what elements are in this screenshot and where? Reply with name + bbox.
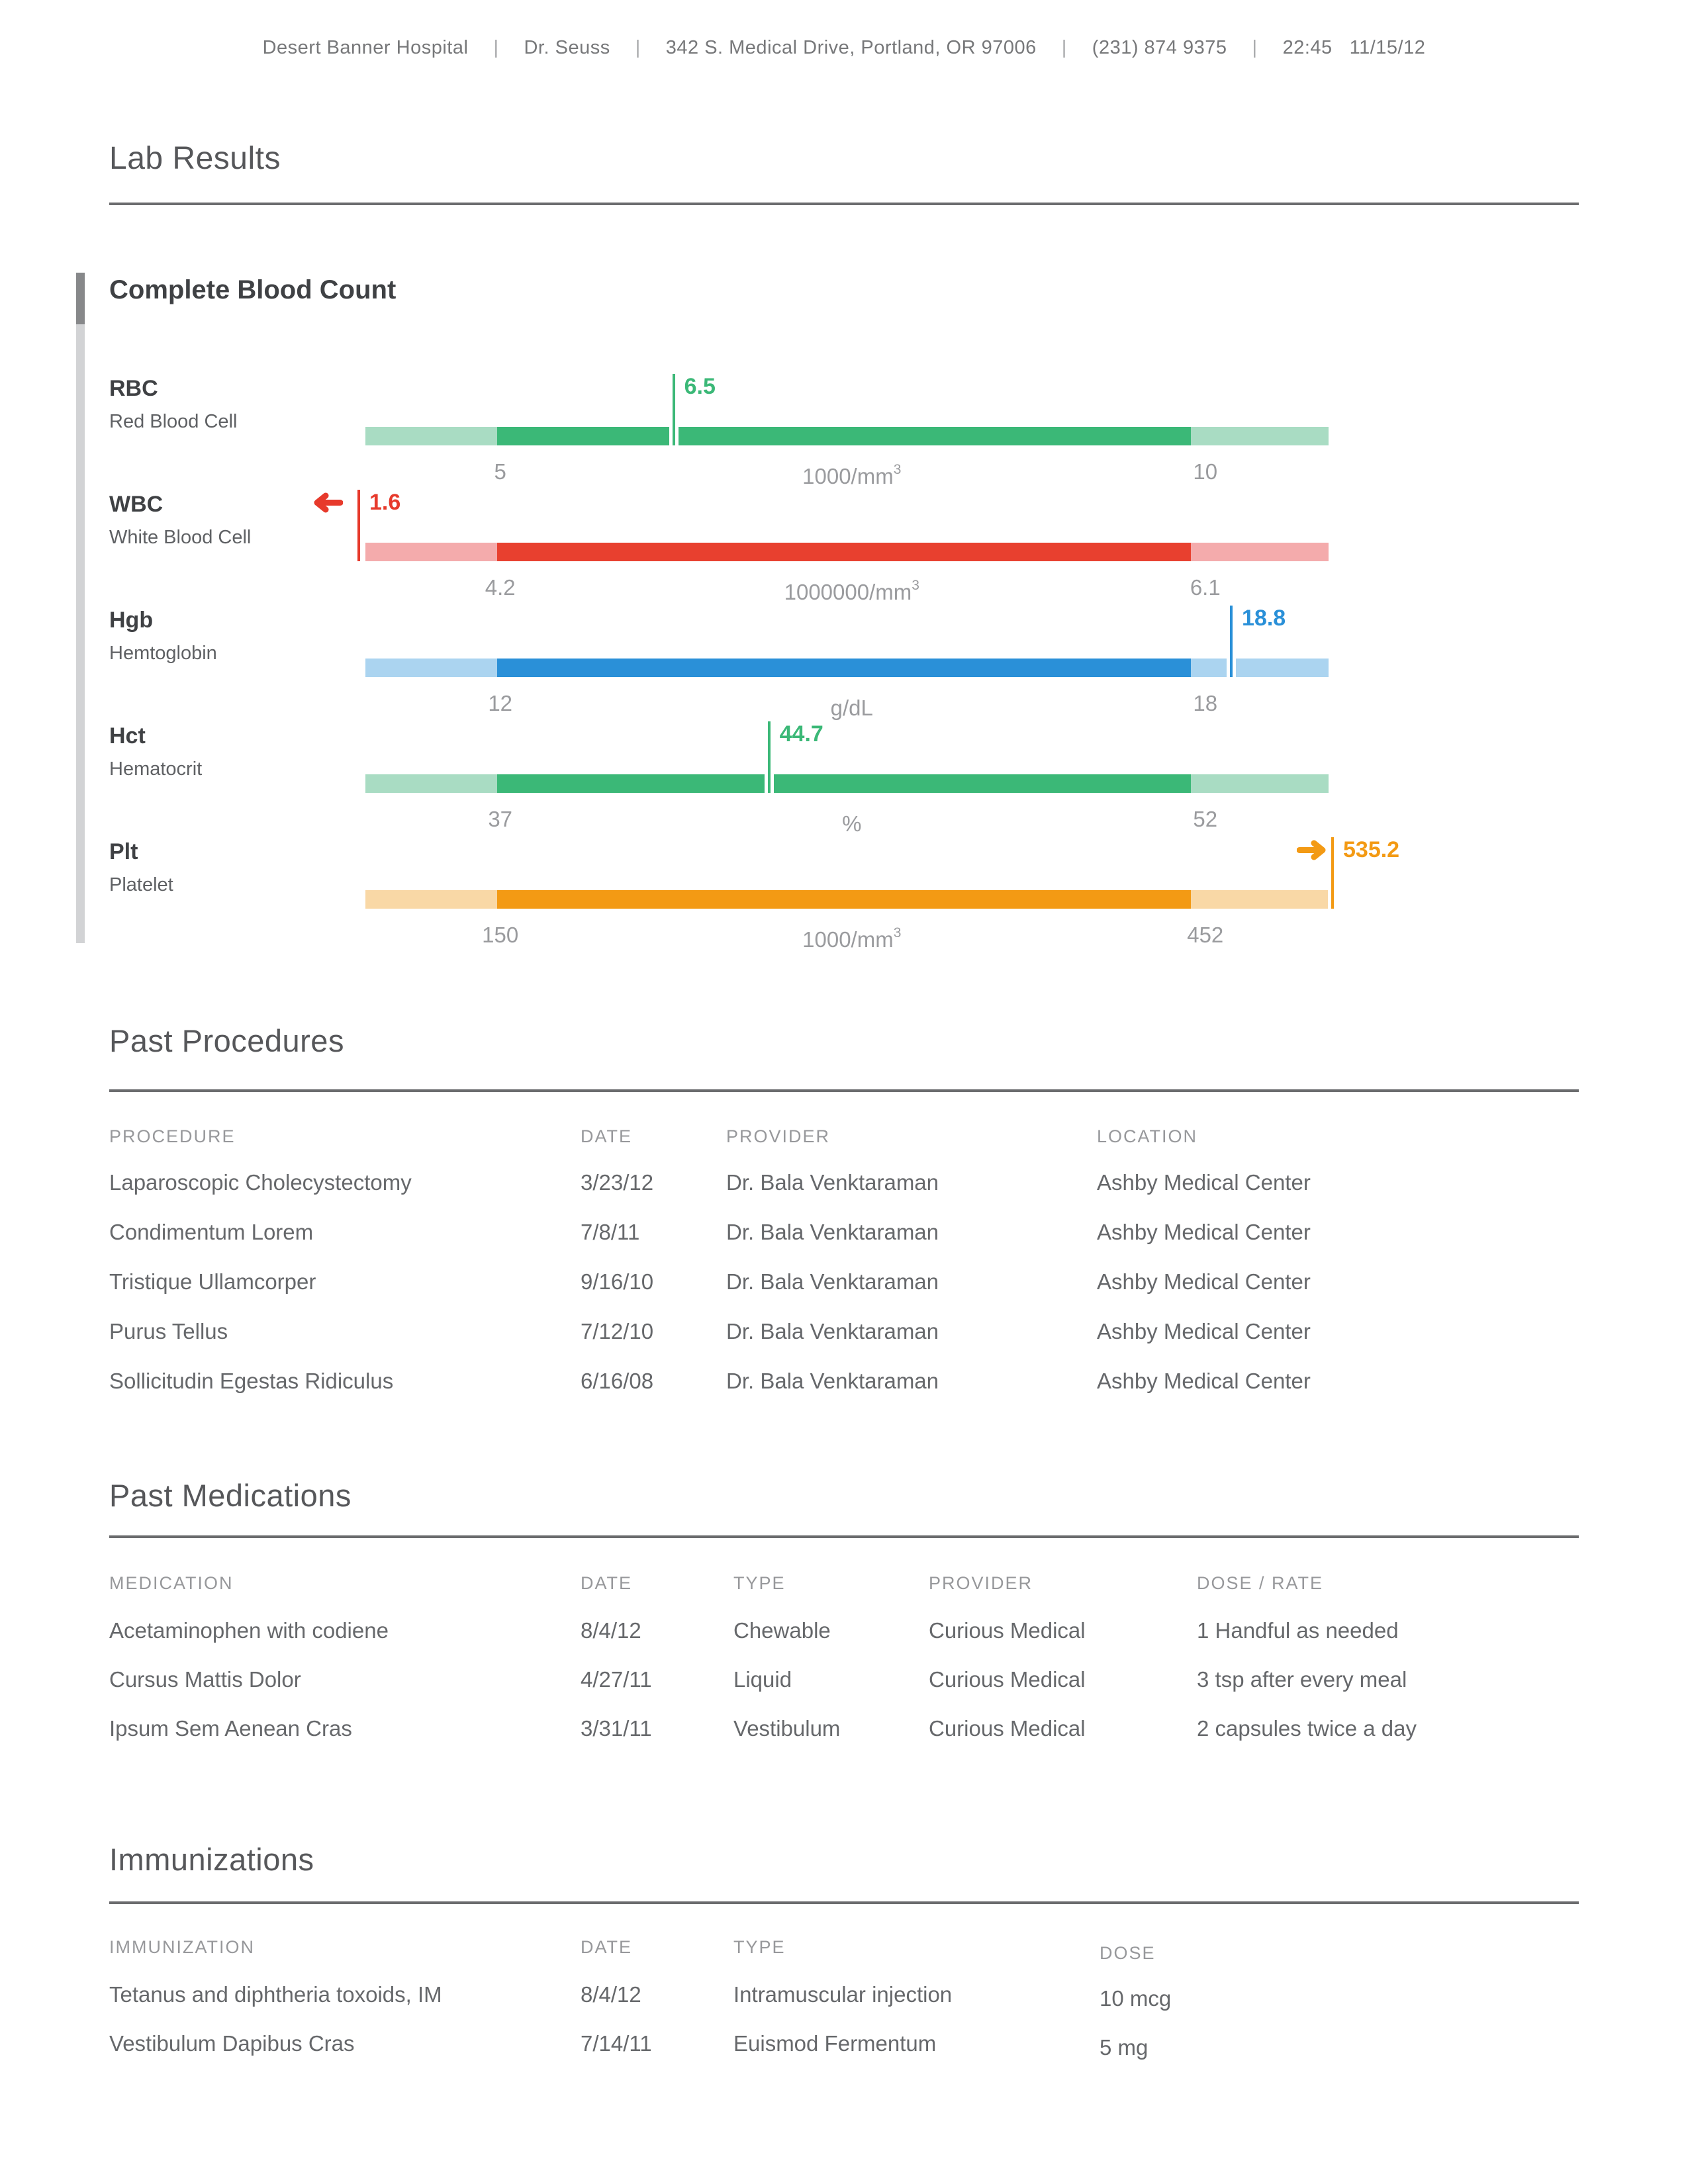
tick-low: 4.2 xyxy=(485,575,516,600)
table-body xyxy=(109,1169,1579,1418)
doctor-name: Dr. Seuss xyxy=(524,37,610,58)
tick-unit: % xyxy=(842,811,862,836)
table-row xyxy=(109,1715,1579,1764)
column-header: IMMUNIZATION xyxy=(109,1937,255,1957)
table-row xyxy=(109,1666,1579,1715)
tick-high: 18 xyxy=(1193,691,1218,715)
cbc-title: Complete Blood Count xyxy=(109,275,397,304)
lab-row-rbc xyxy=(109,374,1579,495)
column-header: MEDICATION xyxy=(109,1573,234,1593)
cell-procedure: Purus Tellus xyxy=(109,1319,228,1343)
cell-provider: Dr. Bala Venktaraman xyxy=(726,1269,939,1294)
section-title: Past Procedures xyxy=(109,1023,344,1058)
table-header-row xyxy=(109,1934,1579,1963)
section-divider xyxy=(109,1535,1579,1538)
lab-row-plt xyxy=(109,837,1579,958)
cell-date: 7/12/10 xyxy=(581,1319,654,1343)
cell-dose-rate: 1 Handful as needed xyxy=(1197,1618,1399,1643)
cell-provider: Curious Medical xyxy=(929,1618,1086,1643)
cell-type: Liquid xyxy=(733,1667,792,1692)
hospital-phone: (231) 874 9375 xyxy=(1092,37,1227,58)
bar-out-of-range-right xyxy=(1191,427,1329,445)
lab-test-name: Red Blood Cell xyxy=(109,411,238,432)
lab-test-abbr: Hct xyxy=(109,723,146,749)
range-bar xyxy=(365,374,1329,495)
bar-out-of-range-left xyxy=(365,774,497,793)
bar-out-of-range-right xyxy=(1191,890,1329,909)
column-header: TYPE xyxy=(733,1937,786,1957)
cell-provider: Dr. Bala Venktaraman xyxy=(726,1369,939,1393)
result-value: 1.6 xyxy=(369,490,401,515)
bar-out-of-range-left xyxy=(365,543,497,561)
bar-out-of-range-left xyxy=(365,659,497,677)
tick-low: 37 xyxy=(488,807,513,831)
lab-test-name: Platelet xyxy=(109,874,173,895)
tick-high: 6.1 xyxy=(1190,575,1221,600)
low-flag-arrow-icon xyxy=(312,492,343,514)
section-accent-bar xyxy=(76,273,85,943)
cell-date: 3/31/11 xyxy=(581,1716,652,1741)
table-row xyxy=(109,2030,1579,2079)
lab-row-hgb xyxy=(109,606,1579,727)
marker-line xyxy=(669,374,679,445)
result-value: 6.5 xyxy=(684,374,716,399)
bar-out-of-range-right xyxy=(1191,774,1329,793)
section-divider xyxy=(109,1901,1579,1904)
lab-test-abbr: RBC xyxy=(109,376,158,401)
bar-out-of-range-left xyxy=(365,890,497,909)
cell-immunization: Tetanus and diphtheria toxoids, IM xyxy=(109,1982,442,2007)
column-header: PROVIDER xyxy=(929,1573,1033,1593)
hospital-address: 342 S. Medical Drive, Portland, OR 97006 xyxy=(665,37,1037,58)
lab-row-hct xyxy=(109,721,1579,842)
cell-dose: 10 mcg xyxy=(1100,1986,1172,2011)
lab-test-abbr: Hgb xyxy=(109,608,154,633)
bar-normal-range xyxy=(497,890,1191,909)
header-separator: | xyxy=(635,37,641,58)
tick-low: 5 xyxy=(494,459,506,484)
cell-location: Ashby Medical Center xyxy=(1097,1319,1311,1343)
cell-provider: Dr. Bala Venktaraman xyxy=(726,1319,939,1343)
range-bar xyxy=(365,721,1329,842)
cell-date: 4/27/11 xyxy=(581,1667,652,1692)
cell-type: Euismod Fermentum xyxy=(733,2031,937,2056)
cell-provider: Dr. Bala Venktaraman xyxy=(726,1220,939,1244)
table-row xyxy=(109,1617,1579,1666)
result-value: 535.2 xyxy=(1343,837,1400,862)
cell-date: 9/16/10 xyxy=(581,1269,654,1294)
cell-location: Ashby Medical Center xyxy=(1097,1220,1311,1244)
lab-row-wbc xyxy=(109,490,1579,611)
lab-test-abbr: Plt xyxy=(109,839,138,864)
cell-procedure: Sollicitudin Egestas Ridiculus xyxy=(109,1369,394,1393)
cell-dose: 5 mg xyxy=(1100,2035,1149,2060)
header-separator: | xyxy=(1252,37,1258,58)
tick-high: 52 xyxy=(1193,807,1218,831)
section-title: Immunizations xyxy=(109,1842,314,1877)
table-row xyxy=(109,1169,1579,1219)
column-header: LOCATION xyxy=(1097,1126,1198,1146)
column-header: DATE xyxy=(581,1937,633,1957)
cell-medication: Cursus Mattis Dolor xyxy=(109,1667,301,1692)
lab-test-name: Hematocrit xyxy=(109,758,203,780)
table-row xyxy=(109,1368,1579,1418)
bar-out-of-range-left xyxy=(365,427,497,445)
range-bar xyxy=(365,606,1329,727)
page-title: Lab Results xyxy=(109,141,281,176)
title-divider xyxy=(109,203,1579,205)
table-row xyxy=(109,1318,1579,1368)
section-title: Past Medications xyxy=(109,1478,352,1513)
cell-type: Intramuscular injection xyxy=(733,1982,953,2007)
lab-test-name: Hemtoglobin xyxy=(109,643,217,664)
cell-provider: Curious Medical xyxy=(929,1716,1086,1741)
cell-date: 8/4/12 xyxy=(581,1618,641,1643)
result-value: 18.8 xyxy=(1242,606,1286,631)
cell-provider: Curious Medical xyxy=(929,1667,1086,1692)
table-header-row xyxy=(109,1123,1579,1150)
section-accent-cap xyxy=(76,273,85,324)
cbc-chart xyxy=(109,374,1579,958)
cell-date: 7/14/11 xyxy=(581,2031,652,2056)
header-separator: | xyxy=(1061,37,1067,58)
tick-unit: $1000000/mm^3$ xyxy=(784,578,919,604)
table-row xyxy=(109,1981,1579,2030)
table-row xyxy=(109,1219,1579,1269)
column-header: DOSE xyxy=(1100,1943,1156,1963)
hospital-name: Desert Banner Hospital xyxy=(262,37,469,58)
cell-medication: Ipsum Sem Aenean Cras xyxy=(109,1716,352,1741)
column-header: PROCEDURE xyxy=(109,1126,236,1146)
table-header-row xyxy=(109,1570,1579,1596)
tick-low: 150 xyxy=(482,923,519,947)
tick-low: 12 xyxy=(488,691,513,715)
cell-dose-rate: 2 capsules twice a day xyxy=(1197,1716,1417,1741)
lab-test-abbr: WBC xyxy=(109,492,164,517)
bar-normal-range xyxy=(497,659,1191,677)
marker-line xyxy=(1227,606,1236,677)
cell-date: 8/4/12 xyxy=(581,1982,641,2007)
column-header: DATE xyxy=(581,1573,633,1593)
tick-high: 452 xyxy=(1187,923,1224,947)
cell-type: Vestibulum xyxy=(733,1716,841,1741)
bar-normal-range xyxy=(497,427,1191,445)
range-bar xyxy=(365,837,1400,958)
table-body xyxy=(109,1981,1579,2079)
cell-location: Ashby Medical Center xyxy=(1097,1369,1311,1393)
column-header: PROVIDER xyxy=(726,1126,831,1146)
tick-unit: $1000/mm^3$ xyxy=(802,925,902,952)
cell-date: 3/23/12 xyxy=(581,1170,654,1195)
report-time: 22:45 xyxy=(1282,37,1333,58)
high-flag-arrow-icon xyxy=(1297,839,1327,861)
column-header: DOSE / RATE xyxy=(1197,1573,1324,1593)
marker-line xyxy=(1328,837,1337,909)
header-separator: | xyxy=(493,37,499,58)
tick-unit: $1000/mm^3$ xyxy=(802,462,902,488)
table-body xyxy=(109,1617,1579,1764)
column-header: TYPE xyxy=(733,1573,786,1593)
result-value: 44.7 xyxy=(779,721,823,747)
cell-date: 6/16/08 xyxy=(581,1369,654,1393)
cell-medication: Acetaminophen with codiene xyxy=(109,1618,389,1643)
cell-procedure: Tristique Ullamcorper xyxy=(109,1269,316,1294)
bar-out-of-range-right xyxy=(1191,543,1329,561)
bar-normal-range xyxy=(497,774,1191,793)
bar-out-of-range-right xyxy=(1191,659,1329,677)
cell-immunization: Vestibulum Dapibus Cras xyxy=(109,2031,355,2056)
cell-dose-rate: 3 tsp after every meal xyxy=(1197,1667,1407,1692)
table-row xyxy=(109,1269,1579,1318)
lab-test-name: White Blood Cell xyxy=(109,527,252,548)
cell-type: Chewable xyxy=(733,1618,831,1643)
bar-normal-range xyxy=(497,543,1191,561)
tick-high: 10 xyxy=(1193,459,1218,484)
cell-procedure: Laparoscopic Cholecystectomy xyxy=(109,1170,412,1195)
marker-line xyxy=(765,721,774,793)
cell-location: Ashby Medical Center xyxy=(1097,1269,1311,1294)
section-divider xyxy=(109,1089,1579,1092)
range-bar xyxy=(365,490,1329,611)
report-date: 11/15/12 xyxy=(1349,37,1426,58)
tick-unit: g/dL xyxy=(830,696,873,720)
cell-provider: Dr. Bala Venktaraman xyxy=(726,1170,939,1195)
column-header: DATE xyxy=(581,1126,633,1146)
marker-line xyxy=(354,490,363,561)
cell-procedure: Condimentum Lorem xyxy=(109,1220,314,1244)
cell-date: 7/8/11 xyxy=(581,1220,640,1244)
cell-location: Ashby Medical Center xyxy=(1097,1170,1311,1195)
